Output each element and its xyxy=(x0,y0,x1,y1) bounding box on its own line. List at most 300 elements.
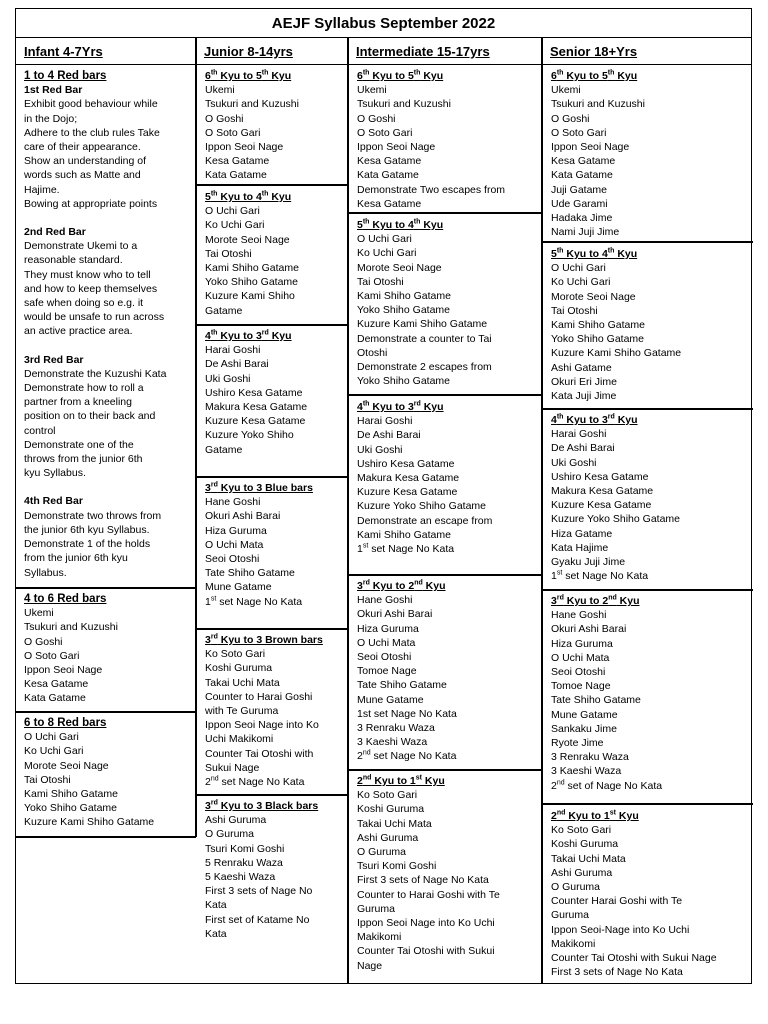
subsection-heading: 4th Red Bar xyxy=(24,495,83,508)
heading-text: 5 xyxy=(357,219,363,231)
syllabus-line: Kuzure Kesa Gatame xyxy=(551,499,652,512)
syllabus-line: in the Dojo; xyxy=(24,112,78,125)
syllabus-line: Morote Seoi Nage xyxy=(551,290,636,303)
syllabus-line: Ashi Guruma xyxy=(205,814,267,827)
syllabus-line: O Uchi Mata xyxy=(551,651,610,664)
syllabus-line: Hiza Guruma xyxy=(357,622,419,635)
heading-text: 3 xyxy=(551,595,557,607)
syllabus-line xyxy=(357,542,537,556)
syllabus-line xyxy=(551,569,748,583)
heading-text: 5 xyxy=(205,191,211,203)
infant-red-bars-6-8 xyxy=(16,714,196,830)
syllabus-line: Ko Soto Gari xyxy=(551,824,612,837)
section-heading xyxy=(205,633,343,647)
ordinal-suffix: nd xyxy=(608,594,617,602)
heading-text: set Nage No Kata xyxy=(370,750,457,763)
heading-text: Kyu to 5 xyxy=(369,70,414,82)
syllabus-line: Bowing at appropriate points xyxy=(24,197,158,210)
heading-text: 3 xyxy=(205,482,211,494)
ordinal-suffix: st xyxy=(415,774,422,782)
syllabus-line: Sukui Nage xyxy=(205,761,260,774)
section-heading xyxy=(551,413,748,427)
ordinal-suffix: th xyxy=(362,69,370,77)
syllabus-line: Seoi Otoshi xyxy=(357,651,412,664)
syllabus-line: O Uchi Mata xyxy=(357,636,416,649)
syllabus-line: Counter to Harai Goshi with Te xyxy=(357,888,500,901)
syllabus-line: Harai Goshi xyxy=(357,415,413,428)
syllabus-line: Tsuri Komi Goshi xyxy=(205,842,285,855)
syllabus-line: 3 Renraku Waza xyxy=(357,722,435,735)
syllabus-line: Counter Tai Otoshi with Sukui Nage xyxy=(551,952,717,965)
heading-text: 6 xyxy=(357,70,363,82)
syllabus-line: Demonstrate 2 escapes from xyxy=(357,361,492,374)
syllabus-line: 3 Kaeshi Waza xyxy=(357,736,428,749)
syllabus-line: Kata Gatame xyxy=(205,169,267,182)
syllabus-line: Koshi Guruma xyxy=(551,838,619,851)
column-header-row xyxy=(16,38,751,65)
syllabus-line: 3 Kaeshi Waza xyxy=(551,765,622,778)
syllabus-line: Makikomi xyxy=(357,931,402,944)
heading-text: Kyu xyxy=(614,414,638,426)
junior-4th-to-3rd-kyu xyxy=(197,327,347,457)
syllabus-line: Ashi Guruma xyxy=(551,866,613,879)
syllabus-line: partner from a kneeling xyxy=(24,396,132,409)
ordinal-suffix: th xyxy=(413,69,421,77)
heading-text: Kyu to 1 xyxy=(565,810,610,822)
syllabus-line: Demonstrate one of the xyxy=(24,438,134,451)
section-heading xyxy=(357,400,537,414)
syllabus-line: Counter Tai Otoshi with Sukui xyxy=(357,945,495,958)
syllabus-line: Counter Harai Goshi with Te xyxy=(551,895,683,908)
syllabus-line: They must know who to tell xyxy=(24,268,151,281)
syllabus-line: kyu Syllabus. xyxy=(24,467,86,480)
cell-divider xyxy=(542,408,753,410)
heading-text: Kyu xyxy=(268,70,292,82)
ordinal-suffix: st xyxy=(556,569,563,577)
heading-text: Kyu to 4 xyxy=(563,248,608,260)
syllabus-line: Demonstrate the Kuzushi Kata xyxy=(24,367,167,380)
syllabus-line: Ushiro Kesa Gatame xyxy=(357,457,455,470)
syllabus-line: 1st set Nage No Kata xyxy=(357,707,457,720)
syllabus-line: O Guruma xyxy=(205,828,255,841)
ordinal-suffix: rd xyxy=(210,799,218,807)
ordinal-suffix: rd xyxy=(556,594,564,602)
cell-divider xyxy=(542,241,753,243)
syllabus-line: Demonstrate 1 of the holds xyxy=(24,538,151,551)
syllabus-line: Ko Uchi Gari xyxy=(205,219,265,232)
section-heading xyxy=(357,69,537,83)
cell-divider xyxy=(348,769,542,771)
syllabus-line: De Ashi Barai xyxy=(357,429,421,442)
syllabus-line: Yoko Shiho Gatame xyxy=(24,802,118,815)
syllabus-line: Kuzure Kami Shiho Gatame xyxy=(551,347,682,360)
syllabus-line: Tate Shiho Gatame xyxy=(357,679,447,692)
syllabus-line: from the junior 6th kyu xyxy=(24,552,128,565)
syllabus-table xyxy=(15,8,752,984)
syllabus-line: Sankaku Jime xyxy=(551,722,617,735)
syllabus-line: Ko Uchi Gari xyxy=(551,276,611,289)
syllabus-line: Makikomi xyxy=(551,937,596,950)
syllabus-line: First set of Katame No xyxy=(205,913,310,926)
heading-text: Kyu to 3 xyxy=(217,330,262,342)
syllabus-line: Kuzure Yoko Shiho Gatame xyxy=(551,513,681,526)
heading-text: 4 xyxy=(357,401,363,413)
ordinal-suffix: rd xyxy=(362,579,370,587)
syllabus-line: Morote Seoi Nage xyxy=(24,759,109,772)
syllabus-line: Tai Otoshi xyxy=(357,275,404,288)
syllabus-line: Demonstrate how to roll a xyxy=(24,382,144,395)
ordinal-suffix: rd xyxy=(210,633,218,641)
section-heading xyxy=(357,579,537,593)
syllabus-line: Tsukuri and Kuzushi xyxy=(551,98,645,111)
syllabus-line: would be unsafe to run across xyxy=(24,311,165,324)
heading-text: Kyu xyxy=(421,775,445,787)
heading-text: 1 xyxy=(551,570,557,583)
syllabus-line: Kata Gatame xyxy=(24,692,86,705)
heading-text: Kyu xyxy=(614,248,638,260)
cell-divider xyxy=(348,574,542,576)
cell-divider xyxy=(542,803,753,805)
ordinal-suffix: th xyxy=(261,69,269,77)
syllabus-line: Ushiro Kesa Gatame xyxy=(551,470,649,483)
spacer xyxy=(24,211,192,225)
ordinal-suffix: rd xyxy=(607,413,615,421)
syllabus-line: position on to their back and xyxy=(24,410,156,423)
syllabus-line: Hiza Gatame xyxy=(551,527,613,540)
section-heading: 4 to 6 Red bars xyxy=(24,593,107,605)
section-heading: 6 to 8 Red bars xyxy=(24,717,107,729)
syllabus-line: Makura Kesa Gatame xyxy=(551,485,654,498)
heading-text: Kyu to 4 xyxy=(217,191,262,203)
heading-text: Kyu to 5 xyxy=(217,70,262,82)
syllabus-line: Guruma xyxy=(551,909,589,922)
ordinal-suffix: th xyxy=(261,190,269,198)
syllabus-line: Tsuri Komi Goshi xyxy=(357,860,437,873)
syllabus-line: with Te Guruma xyxy=(205,705,279,718)
syllabus-line xyxy=(205,775,343,789)
syllabus-line: Kata xyxy=(205,927,227,940)
section-heading xyxy=(205,481,343,495)
heading-text: Kyu to 3 Blue bars xyxy=(217,482,313,494)
ordinal-suffix: th xyxy=(210,329,218,337)
syllabus-line: Kata xyxy=(205,899,227,912)
section-heading xyxy=(551,247,748,261)
syllabus-line: Takai Uchi Mata xyxy=(551,852,626,865)
ordinal-suffix: nd xyxy=(210,775,219,783)
column-header-intermediate: Intermediate 15-17yrs xyxy=(356,44,490,59)
section-heading xyxy=(551,594,748,608)
junior-3rd-kyu-brown-bars xyxy=(197,631,347,789)
ordinal-suffix: th xyxy=(607,247,615,255)
syllabus-line: throws from the junior 6th xyxy=(24,453,143,466)
heading-text: Kyu xyxy=(420,70,444,82)
heading-text: 2 xyxy=(205,776,211,789)
ordinal-suffix: nd xyxy=(556,779,565,787)
heading-text: Kyu to 3 Black bars xyxy=(217,800,319,812)
heading-text: Kyu xyxy=(268,191,292,203)
syllabus-line: reasonable standard. xyxy=(24,254,123,267)
ordinal-suffix: th xyxy=(607,69,615,77)
syllabus-line: safe when doing so e.g. it xyxy=(24,297,144,310)
syllabus-line: Okuri Eri Jime xyxy=(551,375,617,388)
ordinal-suffix: nd xyxy=(414,579,423,587)
cell-divider xyxy=(16,587,196,589)
syllabus-line: Koshi Guruma xyxy=(205,662,273,675)
heading-text: Kyu xyxy=(616,595,640,607)
syllabus-line: First 3 sets of Nage No Kata xyxy=(357,874,489,887)
syllabus-line: Ude Garami xyxy=(551,197,608,210)
ordinal-suffix: rd xyxy=(413,400,421,408)
syllabus-line: O Uchi Mata xyxy=(205,538,264,551)
syllabus-line: Hadaka Jime xyxy=(551,212,613,225)
section-heading xyxy=(357,218,537,232)
syllabus-line: Ukemi xyxy=(357,84,387,97)
syllabus-line: Ko Uchi Gari xyxy=(357,247,417,260)
syllabus-line: Tomoe Nage xyxy=(551,680,611,693)
heading-text: Kyu xyxy=(268,330,292,342)
syllabus-line: Okuri Ashi Barai xyxy=(551,623,627,636)
syllabus-line: Yoko Shiho Gatame xyxy=(205,276,299,289)
syllabus-line: Uki Goshi xyxy=(205,372,251,385)
syllabus-line: Okuri Ashi Barai xyxy=(205,510,281,523)
heading-text: Kyu to 1 xyxy=(371,775,416,787)
heading-text: 2 xyxy=(357,750,363,763)
syllabus-line: Ukemi xyxy=(551,84,581,97)
syllabus-line: Ippon Seoi-Nage into Ko Uchi xyxy=(551,923,690,936)
junior-6th-to-5th-kyu xyxy=(197,67,347,183)
ordinal-suffix: th xyxy=(362,218,370,226)
syllabus-line: Kuzure Yoko Shiho xyxy=(205,429,294,442)
syllabus-line: Okuri Ashi Barai xyxy=(357,608,433,621)
heading-text: set of Nage No Kata xyxy=(564,779,663,792)
syllabus-line: Kami Shiho Gatame xyxy=(357,528,451,541)
ordinal-suffix: th xyxy=(210,190,218,198)
syllabus-line: Kuzure Kesa Gatame xyxy=(205,415,306,428)
ordinal-suffix: rd xyxy=(261,329,269,337)
syllabus-line: Demonstrate Two escapes from xyxy=(357,183,506,196)
column-header-infant: Infant 4-7Yrs xyxy=(24,44,103,59)
syllabus-line: Gyaku Juji Jime xyxy=(551,556,626,569)
syllabus-line: Syllabus. xyxy=(24,566,67,579)
syllabus-line: care of their appearance. xyxy=(24,141,141,154)
heading-text: Kyu to 2 xyxy=(563,595,609,607)
heading-text: 3 xyxy=(357,580,363,592)
syllabus-line: O Soto Gari xyxy=(357,126,413,139)
syllabus-line: Ukemi xyxy=(205,84,235,97)
document-title: AEJF Syllabus September 2022 xyxy=(16,9,751,38)
syllabus-line: De Ashi Barai xyxy=(551,442,615,455)
cell-divider xyxy=(348,394,542,396)
syllabus-line: O Goshi xyxy=(24,635,63,648)
syllabus-line: Morote Seoi Nage xyxy=(205,233,290,246)
syllabus-line: Hane Goshi xyxy=(357,594,413,607)
syllabus-line xyxy=(551,779,748,793)
syllabus-line: Morote Seoi Nage xyxy=(357,261,442,274)
syllabus-line: Seoi Otoshi xyxy=(205,553,260,566)
syllabus-line: Seoi Otoshi xyxy=(551,666,606,679)
syllabus-line: Gatame xyxy=(205,443,243,456)
intermediate-6th-to-5th-kyu xyxy=(349,67,541,211)
syllabus-line: Hane Goshi xyxy=(551,609,607,622)
syllabus-line xyxy=(205,595,343,609)
syllabus-line: 3 Renraku Waza xyxy=(551,751,629,764)
syllabus-line: Kuzure Kami Shiho Gatame xyxy=(24,816,155,829)
syllabus-line: Kesa Gatame xyxy=(24,678,89,691)
syllabus-line: Yoko Shiho Gatame xyxy=(357,304,451,317)
syllabus-line: Ippon Seoi Nage xyxy=(357,141,436,154)
ordinal-suffix: th xyxy=(556,247,564,255)
syllabus-line: Yoko Shiho Gatame xyxy=(357,375,451,388)
syllabus-line: Kesa Gatame xyxy=(551,155,616,168)
syllabus-line: Ippon Seoi Nage into Ko xyxy=(205,719,319,732)
syllabus-line: Kata Gatame xyxy=(357,169,419,182)
ordinal-suffix: rd xyxy=(210,481,218,489)
heading-text: Kyu to 4 xyxy=(369,219,414,231)
syllabus-line: Demonstrate Ukemi to a xyxy=(24,240,138,253)
syllabus-line: First 3 sets of Nage No xyxy=(205,885,313,898)
syllabus-line: First 3 sets of Nage No Kata xyxy=(551,966,683,979)
heading-text: 1 xyxy=(205,595,211,608)
heading-text: Kyu xyxy=(422,580,446,592)
ordinal-suffix: nd xyxy=(362,749,371,757)
syllabus-line: Guruma xyxy=(357,902,395,915)
syllabus-line xyxy=(357,749,537,763)
syllabus-line: O Goshi xyxy=(551,112,590,125)
syllabus-line: Hane Goshi xyxy=(205,496,261,509)
syllabus-line: and how to keep themselves xyxy=(24,282,158,295)
syllabus-line: Takai Uchi Mata xyxy=(357,817,432,830)
heading-text: Kyu to 5 xyxy=(563,70,608,82)
syllabus-line: Makura Kesa Gatame xyxy=(205,401,308,414)
syllabus-line: Ippon Seoi Nage into Ko Uchi xyxy=(357,917,495,930)
cell-divider xyxy=(16,711,196,713)
syllabus-line: Kesa Gatame xyxy=(205,155,270,168)
heading-text: 6 xyxy=(551,70,557,82)
syllabus-line: Tai Otoshi xyxy=(551,304,598,317)
syllabus-line: Mune Gatame xyxy=(357,693,424,706)
section-heading xyxy=(205,69,343,83)
syllabus-line: Kuzure Kesa Gatame xyxy=(357,486,458,499)
syllabus-line: Kuzure Yoko Shiho Gatame xyxy=(357,500,487,513)
syllabus-line: De Ashi Barai xyxy=(205,358,269,371)
syllabus-line: the junior 6th kyu Syllabus. xyxy=(24,523,150,536)
section-heading xyxy=(551,69,748,83)
syllabus-line: Mune Gatame xyxy=(205,581,272,594)
spacer xyxy=(24,339,192,353)
syllabus-line: Uki Goshi xyxy=(551,456,597,469)
cell-divider xyxy=(542,589,753,591)
junior-5th-to-4th-kyu xyxy=(197,188,347,318)
ordinal-suffix: nd xyxy=(362,774,372,782)
syllabus-line: Demonstrate a counter to Tai xyxy=(357,332,492,345)
syllabus-line: Kuzure Kami Shiho Gatame xyxy=(357,318,488,331)
heading-text: Kyu to 3 xyxy=(563,414,608,426)
syllabus-line: Ko Uchi Gari xyxy=(24,745,84,758)
syllabus-line: Kesa Gatame xyxy=(357,197,422,210)
syllabus-line: Takai Uchi Mata xyxy=(205,676,280,689)
syllabus-line: Ukemi xyxy=(24,607,54,620)
syllabus-line: Otoshi xyxy=(357,346,388,359)
syllabus-line: Ko Soto Gari xyxy=(357,789,418,802)
syllabus-line: O Uchi Gari xyxy=(205,205,260,218)
heading-text: 4 xyxy=(551,414,557,426)
syllabus-line: O Soto Gari xyxy=(24,649,80,662)
syllabus-line: Show an understanding of xyxy=(24,155,147,168)
syllabus-line: Ushiro Kesa Gatame xyxy=(205,386,303,399)
ordinal-suffix: st xyxy=(609,809,616,817)
ordinal-suffix: th xyxy=(210,69,218,77)
heading-text: Kyu to 3 Brown bars xyxy=(217,634,323,646)
ordinal-suffix: th xyxy=(556,69,564,77)
spacer xyxy=(24,480,192,494)
syllabus-line: O Goshi xyxy=(205,112,244,125)
syllabus-line: Kuzure Kami Shiho xyxy=(205,290,295,303)
syllabus-line: Tate Shiho Gatame xyxy=(551,694,641,707)
syllabus-line: Counter Tai Otoshi with xyxy=(205,747,314,760)
syllabus-line: an active practice area. xyxy=(24,325,133,338)
cell-divider xyxy=(16,836,196,838)
intermediate-4th-to-3rd-kyu xyxy=(349,398,541,556)
heading-text: Kyu to 2 xyxy=(369,580,415,592)
cell-divider xyxy=(196,184,348,186)
syllabus-line: Ashi Guruma xyxy=(357,831,419,844)
heading-text: 2 xyxy=(551,810,557,822)
heading-text: 3 xyxy=(205,800,211,812)
syllabus-line: Kami Shiho Gatame xyxy=(205,262,299,275)
syllabus-line: Yoko Shiho Gatame xyxy=(551,333,645,346)
syllabus-line: O Guruma xyxy=(551,881,601,894)
syllabus-line: Ippon Seoi Nage xyxy=(205,141,284,154)
cell-divider xyxy=(196,324,348,326)
ordinal-suffix: th xyxy=(362,400,370,408)
syllabus-line: 5 Renraku Waza xyxy=(205,856,283,869)
syllabus-line: Kata Hajime xyxy=(551,541,609,554)
heading-text: Kyu to 3 xyxy=(369,401,414,413)
syllabus-line: Juji Gatame xyxy=(551,183,608,196)
intermediate-5th-to-4th-kyu xyxy=(349,216,541,388)
syllabus-line: Kata Juji Jime xyxy=(551,390,617,403)
heading-text: set Nage No Kata xyxy=(368,543,455,556)
junior-3rd-kyu-black-bars xyxy=(197,797,347,941)
syllabus-line: Tai Otoshi xyxy=(205,247,252,260)
syllabus-line: Kata Gatame xyxy=(551,169,613,182)
syllabus-line: Tomoe Nage xyxy=(357,665,417,678)
subsection-heading: 3rd Red Bar xyxy=(24,353,84,366)
senior-5th-to-4th-kyu xyxy=(543,245,752,403)
heading-text: 3 xyxy=(205,634,211,646)
syllabus-line: Hiza Guruma xyxy=(551,637,613,650)
heading-text: 4 xyxy=(205,330,211,342)
ordinal-suffix: th xyxy=(413,218,421,226)
syllabus-line: Tsukuri and Kuzushi xyxy=(357,98,451,111)
syllabus-line: Nage xyxy=(357,959,383,972)
heading-text: set Nage No Kata xyxy=(562,570,649,583)
cell-divider xyxy=(196,476,348,478)
section-heading xyxy=(205,190,343,204)
syllabus-line: Gatame xyxy=(205,304,243,317)
syllabus-line: O Uchi Gari xyxy=(357,233,412,246)
syllabus-line: Ashi Gatame xyxy=(551,361,612,374)
syllabus-line: Kami Shiho Gatame xyxy=(24,788,118,801)
syllabus-line: Tate Shiho Gatame xyxy=(205,567,295,580)
syllabus-line: O Guruma xyxy=(357,846,407,859)
syllabus-line: Tsukuri and Kuzushi xyxy=(24,621,118,634)
syllabus-line: control xyxy=(24,424,56,437)
cell-divider xyxy=(348,212,542,214)
cell-divider xyxy=(196,794,348,796)
syllabus-line: Ippon Seoi Nage xyxy=(24,664,103,677)
section-heading xyxy=(205,329,343,343)
